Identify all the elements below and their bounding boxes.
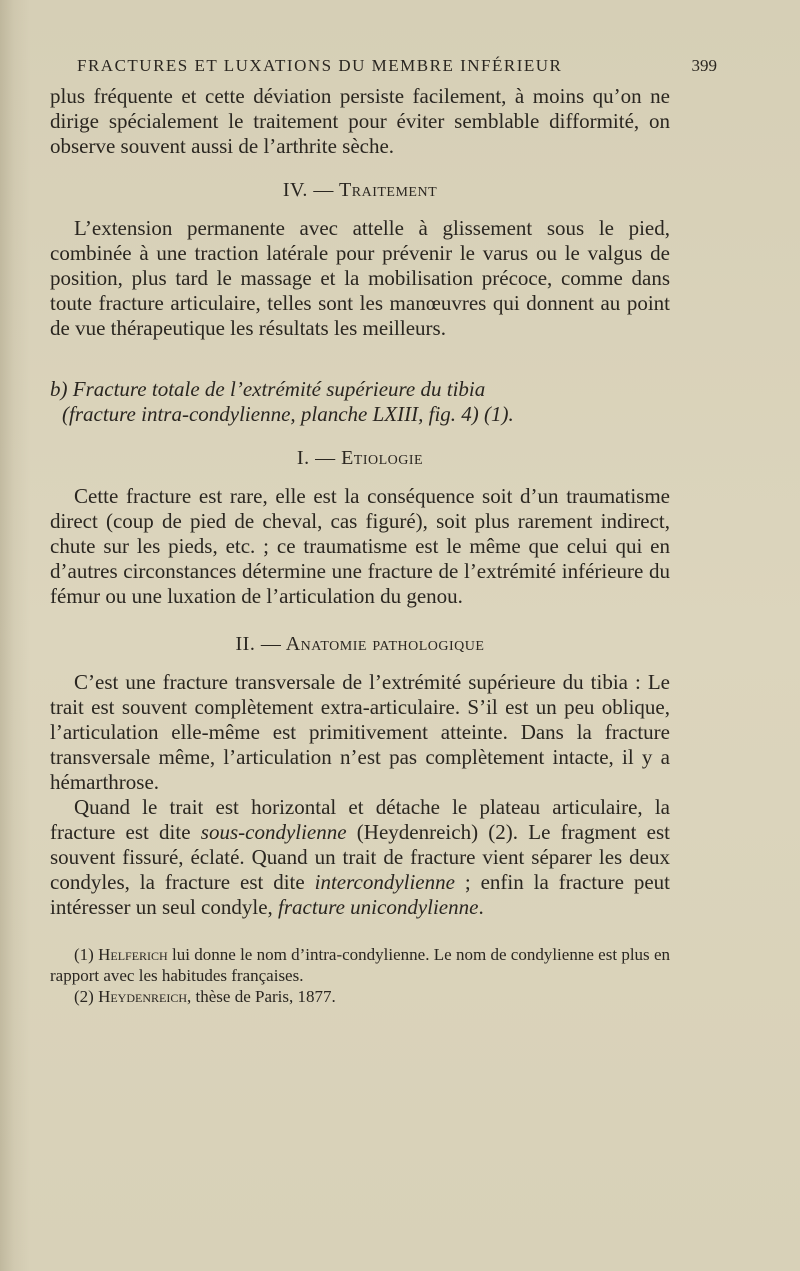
footnotes (50, 944, 670, 1007)
subsection-title-b (50, 377, 670, 427)
running-head (77, 56, 717, 76)
section-heading-traitement: IV. — Traitement (282, 179, 438, 201)
running-title: FRACTURES ET LUXATIONS DU MEMBRE INFÉRIEUR (77, 56, 563, 75)
paragraph-traitement: L’extension permanente avec attelle à glissement sous le pied, combinée à une traction latérale pour prévenir le varus ou le valgus de position, plus tard le massage et la mobilisation précoce, comme dans toute fracture articulaire, telles sont les manœuvres qui donnent au point de vue thérapeutique les résultats les meilleurs. (50, 216, 670, 340)
subsection-title-line1: b) Fracture totale de l’extrémité supérieure du tibia (50, 377, 486, 401)
paragraph-etiologie: Cette fracture est rare, elle est la conséquence soit d’un traumatisme direct (coup de pied de cheval, cas figuré), soit plus rarement indirect, chute sur les pieds, etc. ; ce traumatisme est le même que celui qui en d’autres circonstances détermine une fracture de l’extrémité inférieure du fémur ou une luxation de l’articulation du genou. (50, 484, 670, 608)
section-heading-anatomie: II. — Anatomie pathologique (235, 633, 485, 655)
footnote-2: (2) Heydenreich, thèse de Paris, 1877. (74, 987, 336, 1006)
paragraph-continuation: plus fréquente et cette déviation persiste facilement, à moins qu’on ne dirige spécialement le traitement pour éviter semblable difformité, on observe souvent aussi de l’arthrite sèche. (50, 84, 670, 158)
section-heading-etiologie: I. — Etiologie (296, 447, 424, 469)
paragraph-anatomie: C’est une fracture transversale de l’extrémité supérieure du tibia : Le trait est souvent complètement extra-articulaire. S’il est un peu oblique, l’articulation elle-même est primitivement atteinte. Dans la fracture transversale même, l’articulation n’est pas complètement intacte, il y a hémarthrose. (50, 670, 670, 794)
subsection-title-line2: (fracture intra-condylienne, planche LXIII, fig. 4) (1). (62, 402, 514, 426)
page-number: 399 (691, 56, 717, 75)
footnote-1: (1) Helferich lui donne le nom d’intra-condylienne. Le nom de condylienne est plus en rapport avec les habitudes françaises. (50, 945, 670, 985)
paragraph-condylienne: Quand le trait est horizontal et détache le plateau articulaire, la fracture est dite sous-condylienne (Heydenreich) (2). Le fragment est souvent fissuré, éclaté. Quand un trait de fracture vient séparer les deux condyles, la fracture est dite intercondylienne ; enfin la fracture peut intéresser un seul condyle, fracture unicondylienne. (50, 795, 670, 919)
